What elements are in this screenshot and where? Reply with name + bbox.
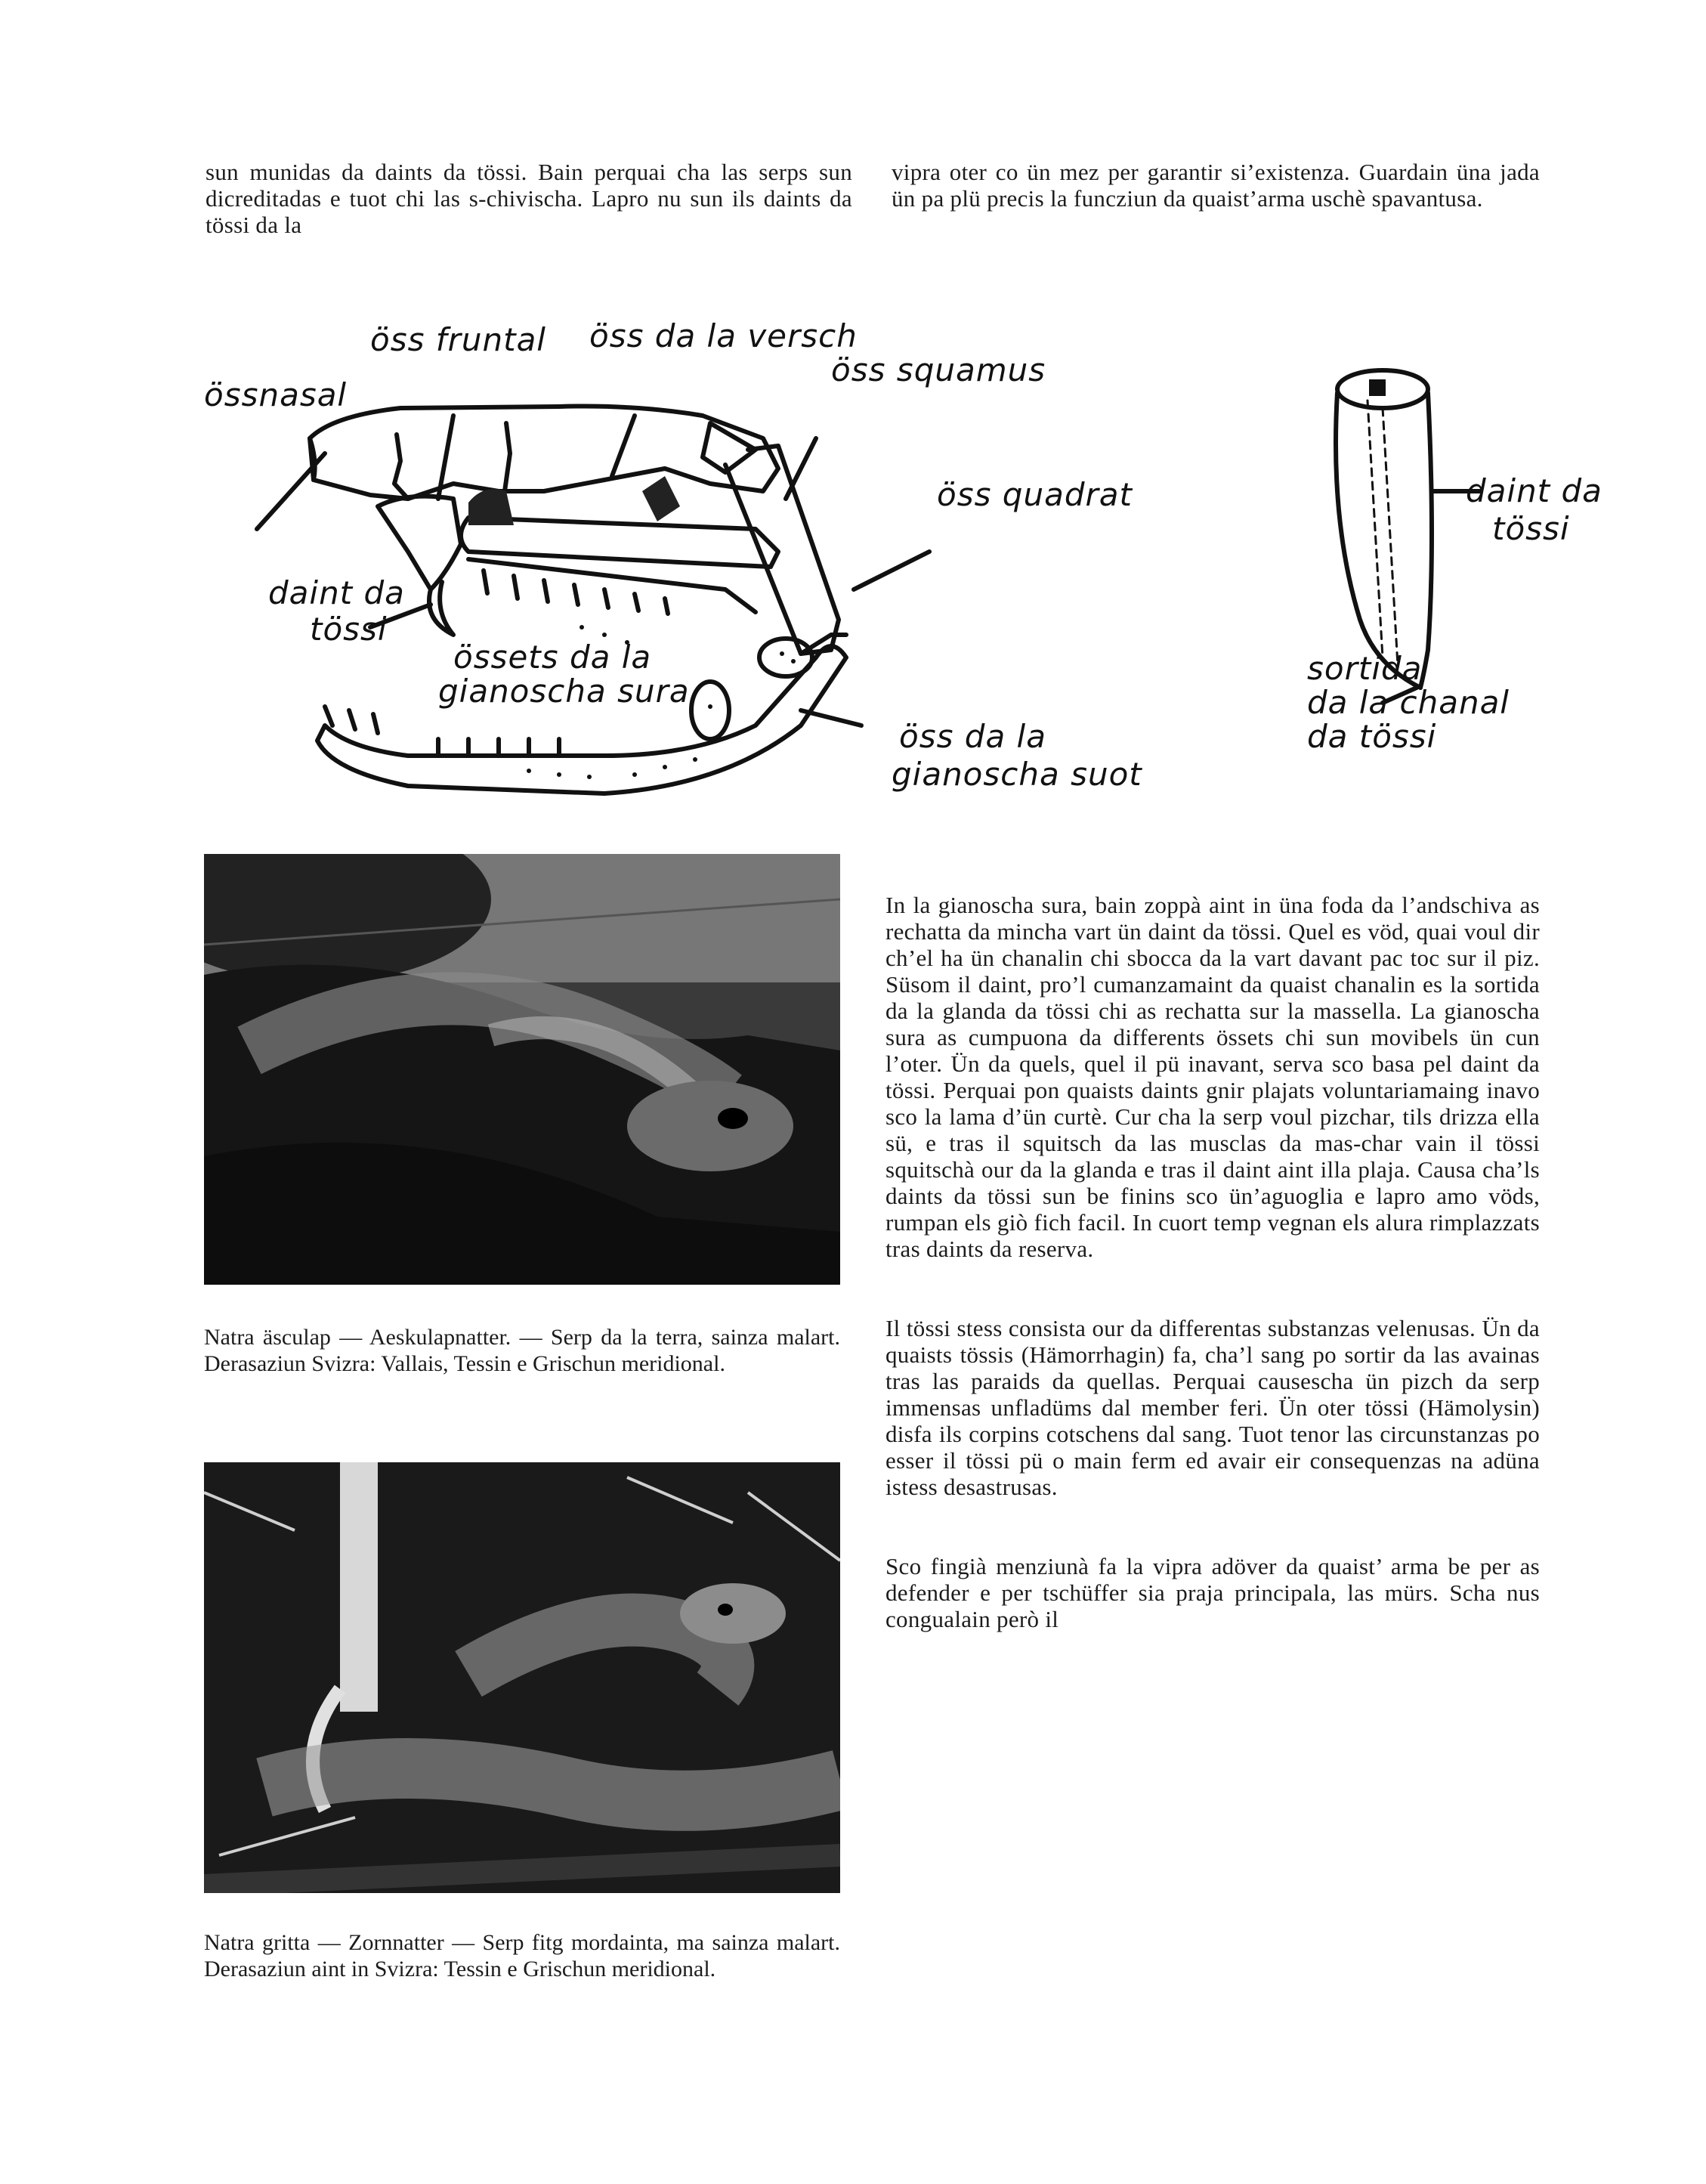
photo2-caption: Natra gritta — Zornnatter — Serp fitg mordainta, ma sainza malart. Derasaziun aint in Svizra: Tessin e Grischun meridional.	[204, 1930, 840, 1981]
label-oss-quadrat: öss quadrat	[937, 476, 1133, 513]
fang-diagram	[1284, 333, 1602, 771]
fang-label-sortida-2: da la chanal	[1307, 684, 1510, 721]
body-text-column	[885, 892, 1540, 1632]
paragraph-viper-use: Sco fingià menziunà fa la vipra adöver da quaist’ arma be per as defender e per tschüffer sia praja principala, las mürs. Scha nus congualain però il	[885, 1553, 1540, 1632]
label-daint-da-tossi-2: tössi	[310, 611, 388, 648]
label-ossets-1: össets da la	[453, 639, 652, 676]
label-gianoscha-suot-1: öss da la	[899, 718, 1046, 755]
label-oss-nasal: össnasal	[204, 376, 348, 413]
label-oss-fruntal: öss fruntal	[370, 321, 546, 358]
paragraph-venom-substances: Il tössi stess consista our da differentas substanzas velenusas. Ün da quaists tössis (Hämorrhagin) fa, cha’l sang po sortir da las avainas tras las paraids da quellas. Perquai causescha ün pizch da serp immensas unfladüms dal member feri. Ün oter tössi (Hämolysin) disfa ils corpins cotschens dal sang. Tuot tenor las circunstanzas po esser il tössi pü o main ferm ed avair eir consequenzas na adüna istess desastrusas.	[885, 1315, 1540, 1500]
label-gianoscha-suot-2: gianoscha suot	[892, 756, 1142, 793]
label-daint-da-tossi-1: daint da	[268, 574, 405, 611]
fang-label-sortida-1: sortida	[1307, 650, 1423, 687]
aesculapian-snake-photo	[204, 854, 840, 1285]
paragraph-fang-anatomy: In la gianoscha sura, bain zoppà aint in üna foda da l’andschiva as rechatta da mincha vart ün daint da tössi. Quel es vöd, quai voul dir ch’el ha ün chanalin chi sbocca da la vart davant pac toc sur il piz. Süsom il daint, pro’l cumanzamaint da quaist chanalin es la sortida da la glanda da tössi chi as rechatta sur la massella. La gianoscha sura as cumpuona da differents össets chi sun movibels ün cun l’oter. Ün da quels, quel il pü inavant, serva sco basa pel daint da tössi. Perquai pon quaists daints gnir plajats voluntariamaing inavo sco la lama d’ün curtè. Cur cha la serp voul pizchar, tils drizza ella sü, e tras il squitsch da las musclas da mas-char vain il tössi squitschà our da la glanda e tras il daint aint illa plaja. Causa cha’ls daints da tössi sun be finins sco ün’aguoglia e lapro amo vöds, rumpan els giò fich facil. In cuort temp vegnan els alura rimplazzats tras daints da reserva.	[885, 892, 1540, 1262]
top-left-text: sun munidas da daints da tössi. Bain perquai cha las serps sun dicreditadas e tuot chi las s-chivischa. Lapro nu sun ils daints da tössi da la	[206, 159, 852, 238]
fang-label-daint-2: tössi	[1492, 510, 1570, 547]
top-right-text: vipra oter co ün mez per garantir si’existenza. Guardain üna jada ün pa plü precis la funcziun da quaist’arma uschè spavantusa.	[892, 159, 1540, 212]
fang-label-sortida-3: da tössi	[1307, 718, 1437, 755]
whip-snake-photo	[204, 1462, 840, 1893]
label-ossets-2: gianoscha sura	[438, 673, 690, 710]
fang-label-daint-1: daint da	[1466, 472, 1602, 509]
skull-diagram	[181, 302, 1142, 831]
label-oss-squamus: öss squamus	[831, 351, 1046, 388]
label-oss-da-la-versch: öss da la versch	[589, 317, 858, 354]
photo1-caption: Natra äsculap — Aeskulapnatter. — Serp da la terra, sainza malart. Derasaziun Svizra: Vallais, Tessin e Grischun meridional.	[204, 1325, 840, 1376]
